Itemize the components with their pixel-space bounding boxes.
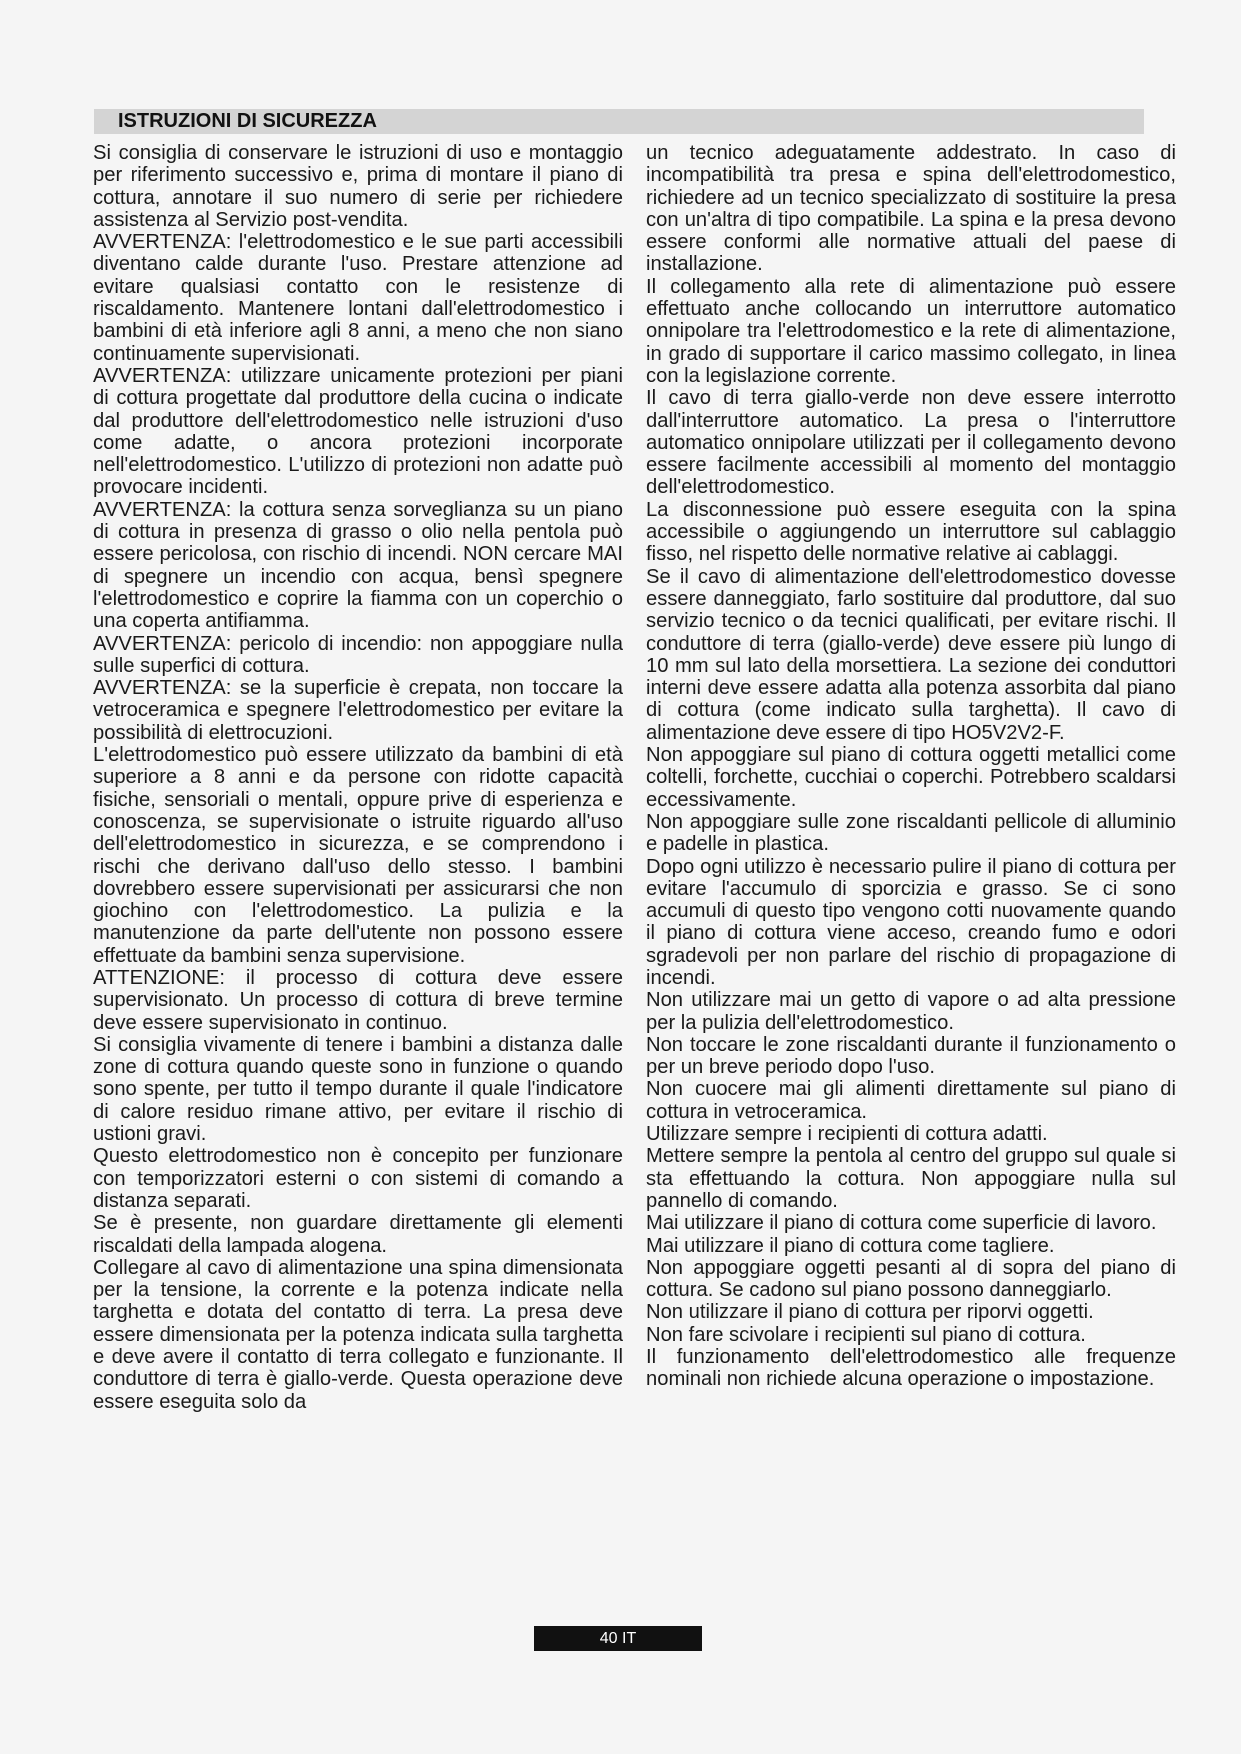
paragraph: Utilizzare sempre i recipienti di cottura adatti. bbox=[646, 1123, 1048, 1146]
paragraph: Se è presente, non guardare direttamente gli elementi riscaldati della lampada alogena. bbox=[93, 1212, 623, 1257]
paragraph: Collegare al cavo di alimentazione una spina dimensionata per la tensione, la corrente e la potenza indicate nella targhetta e dotata del contatto di terra. La presa deve essere dimensionata per la potenza indicata sulla targhetta e deve avere il contatto di terra collegato e funzionante. Il conduttore di terra è giallo-verde. Questa operazione deve essere eseguita solo da bbox=[93, 1256, 623, 1413]
paragraph: Non utilizzare mai un getto di vapore o ad alta pressione per la pulizia dell'elettrodomestico. bbox=[646, 989, 1176, 1034]
paragraph: Il cavo di terra giallo-verde non deve essere interrotto dall'interruttore automatico. La presa o l'interruttore automatico onnipolare utilizzati per il collegamento devono essere facilmente accessibili al momento del montaggio dell'elettrodomestico. bbox=[646, 387, 1176, 499]
paragraph: Non appoggiare sulle zone riscaldanti pellicole di alluminio e padelle in plastica. bbox=[646, 810, 1176, 856]
paragraph: Mai utilizzare il piano di cottura come tagliere. bbox=[646, 1234, 1055, 1257]
paragraph: Non appoggiare sul piano di cottura oggetti metallici come coltelli, forchette, cucchiai o coperchi. Potrebbero scaldarsi eccessivamente. bbox=[646, 744, 1176, 811]
paragraph: Se il cavo di alimentazione dell'elettrodomestico dovesse essere danneggiato, farlo sostituire dal produttore, dal suo servizio tecnico o da tecnici qualificati, per evitare rischi. Il conduttore di terra (giallo-verde) deve essere più lungo di 10 mm sul lato della morsettiera. La sezione dei conduttori interni deve essere adatta alla potenza assorbita dal piano di cottura (come indicato sulla targhetta). Il cavo di alimentazione deve essere di tipo HO5V2V2-F. bbox=[646, 565, 1176, 744]
paragraph: ATTENZIONE: il processo di cottura deve essere supervisionato. Un processo di cottura di breve termine deve essere supervisionato in continuo. bbox=[93, 966, 623, 1034]
paragraph: Dopo ogni utilizzo è necessario pulire il piano di cottura per evitare l'accumulo di sporcizia e grasso. Se ci sono accumuli di questo tipo vengono cotti nuovamente quando il piano di cottura viene acceso, creando fumo e odori sgradevoli per non parlare del rischio di propagazione di incendi. bbox=[646, 855, 1176, 989]
paragraph: un tecnico adeguatamente addestrato. In caso di incompatibilità tra presa e spina dell'elettrodomestico, richiedere ad un tecnico specializzato di sostituire la presa con un'altra di tipo compatibile. La spina e la presa devono essere conformi alle normative attuali del paese di installazione. bbox=[646, 142, 1176, 276]
paragraph: AVVERTENZA: l'elettrodomestico e le sue parti accessibili diventano calde durante l'uso. Prestare attenzione ad evitare qualsiasi contatto con le resistenze di riscaldamento. Mantenere lontani dall'elettrodomestico i bambini di età inferiore agli 8 anni, a meno che non siano continuamente supervisionati. bbox=[93, 231, 623, 365]
paragraph: Mettere sempre la pentola al centro del gruppo sul quale si sta effettuando la cottura. Non appoggiare nulla sul pannello di comando. bbox=[646, 1145, 1176, 1212]
paragraph: La disconnessione può essere eseguita con la spina accessibile o aggiungendo un interruttore sul cablaggio fisso, nel rispetto delle normative relative ai cablaggi. bbox=[646, 498, 1176, 566]
paragraph: Questo elettrodomestico non è concepito per funzionare con temporizzatori esterni o con sistemi di comando a distanza separati. bbox=[93, 1145, 623, 1212]
paragraph: Il funzionamento dell'elettrodomestico alle frequenze nominali non richiede alcuna operazione o impostazione. bbox=[646, 1346, 1176, 1391]
paragraph: Si consiglia vivamente di tenere i bambini a distanza dalle zone di cottura quando queste sono in funzione o quando sono spente, per tutto il tempo durante il quale l'indicatore di calore residuo rimane attivo, per evitare il rischio di ustioni gravi. bbox=[93, 1033, 623, 1146]
page-number-badge: 40 IT bbox=[534, 1626, 702, 1651]
paragraph: Il collegamento alla rete di alimentazione può essere effettuato anche collocando un interruttore automatico onnipolare tra l'elettrodomestico e la rete di alimentazione, in grado di supportare il carico massimo collegato, in linea con la legislazione corrente. bbox=[646, 275, 1176, 387]
paragraph: L'elettrodomestico può essere utilizzato da bambini di età superiore a 8 anni e da persone con ridotte capacità fisiche, sensoriali o mentali, oppure prive di esperienza e conoscenza, se supervisionate o istruite riguardo all'uso dell'elettrodomestico in sicurezza, e se comprendono i rischi che derivano dall'uso dello stesso. I bambini dovrebbero essere supervisionati per assicurarsi che non giochino con l'elettrodomestico. La pulizia e la manutenzione da parte dell'utente non possono essere effettuate da bambini senza supervisione. bbox=[93, 744, 623, 967]
paragraph: Non appoggiare oggetti pesanti al di sopra del piano di cottura. Se cadono sul piano possono danneggiarlo. bbox=[646, 1256, 1176, 1302]
paragraph: AVVERTENZA: pericolo di incendio: non appoggiare nulla sulle superfici di cottura. bbox=[93, 632, 623, 677]
paragraph: AVVERTENZA: la cottura senza sorveglianza su un piano di cottura in presenza di grasso o olio nella pentola può essere pericolosa, con rischio di incendi. NON cercare MAI di spegnere un incendio con acqua, bensì spegnere l'elettrodomestico e coprire la fiamma con un coperchio o una coperta antifiamma. bbox=[93, 498, 623, 633]
right-column bbox=[646, 142, 1176, 1391]
paragraph: Non utilizzare il piano di cottura per riporvi oggetti. bbox=[646, 1301, 1094, 1324]
paragraph: Non fare scivolare i recipienti sul piano di cottura. bbox=[646, 1323, 1086, 1346]
paragraph: Mai utilizzare il piano di cottura come superficie di lavoro. bbox=[646, 1212, 1157, 1235]
section-title: ISTRUZIONI DI SICUREZZA bbox=[118, 110, 377, 132]
paragraph: Non cuocere mai gli alimenti direttamente sul piano di cottura in vetroceramica. bbox=[646, 1078, 1176, 1123]
paragraph: AVVERTENZA: utilizzare unicamente protezioni per piani di cottura progettate dal produttore della cucina o indicate dal produttore dell'elettrodomestico nelle istruzioni d'uso come adatte, o ancora protezioni incorporate nell'elettrodomestico. L'utilizzo di protezioni non adatte può provocare incidenti. bbox=[93, 364, 623, 499]
paragraph: Non toccare le zone riscaldanti durante il funzionamento o per un breve periodo dopo l'uso. bbox=[646, 1033, 1176, 1079]
paragraph: Si consiglia di conservare le istruzioni di uso e montaggio per riferimento successivo e, prima di montare il piano di cottura, annotare il suo numero di serie per richiedere assistenza al Servizio post-vendita. bbox=[93, 142, 623, 231]
left-column bbox=[93, 142, 623, 1413]
paragraph: AVVERTENZA: se la superficie è crepata, non toccare la vetroceramica e spegnere l'elettrodomestico per evitare la possibilità di elettrocuzioni. bbox=[93, 677, 623, 744]
